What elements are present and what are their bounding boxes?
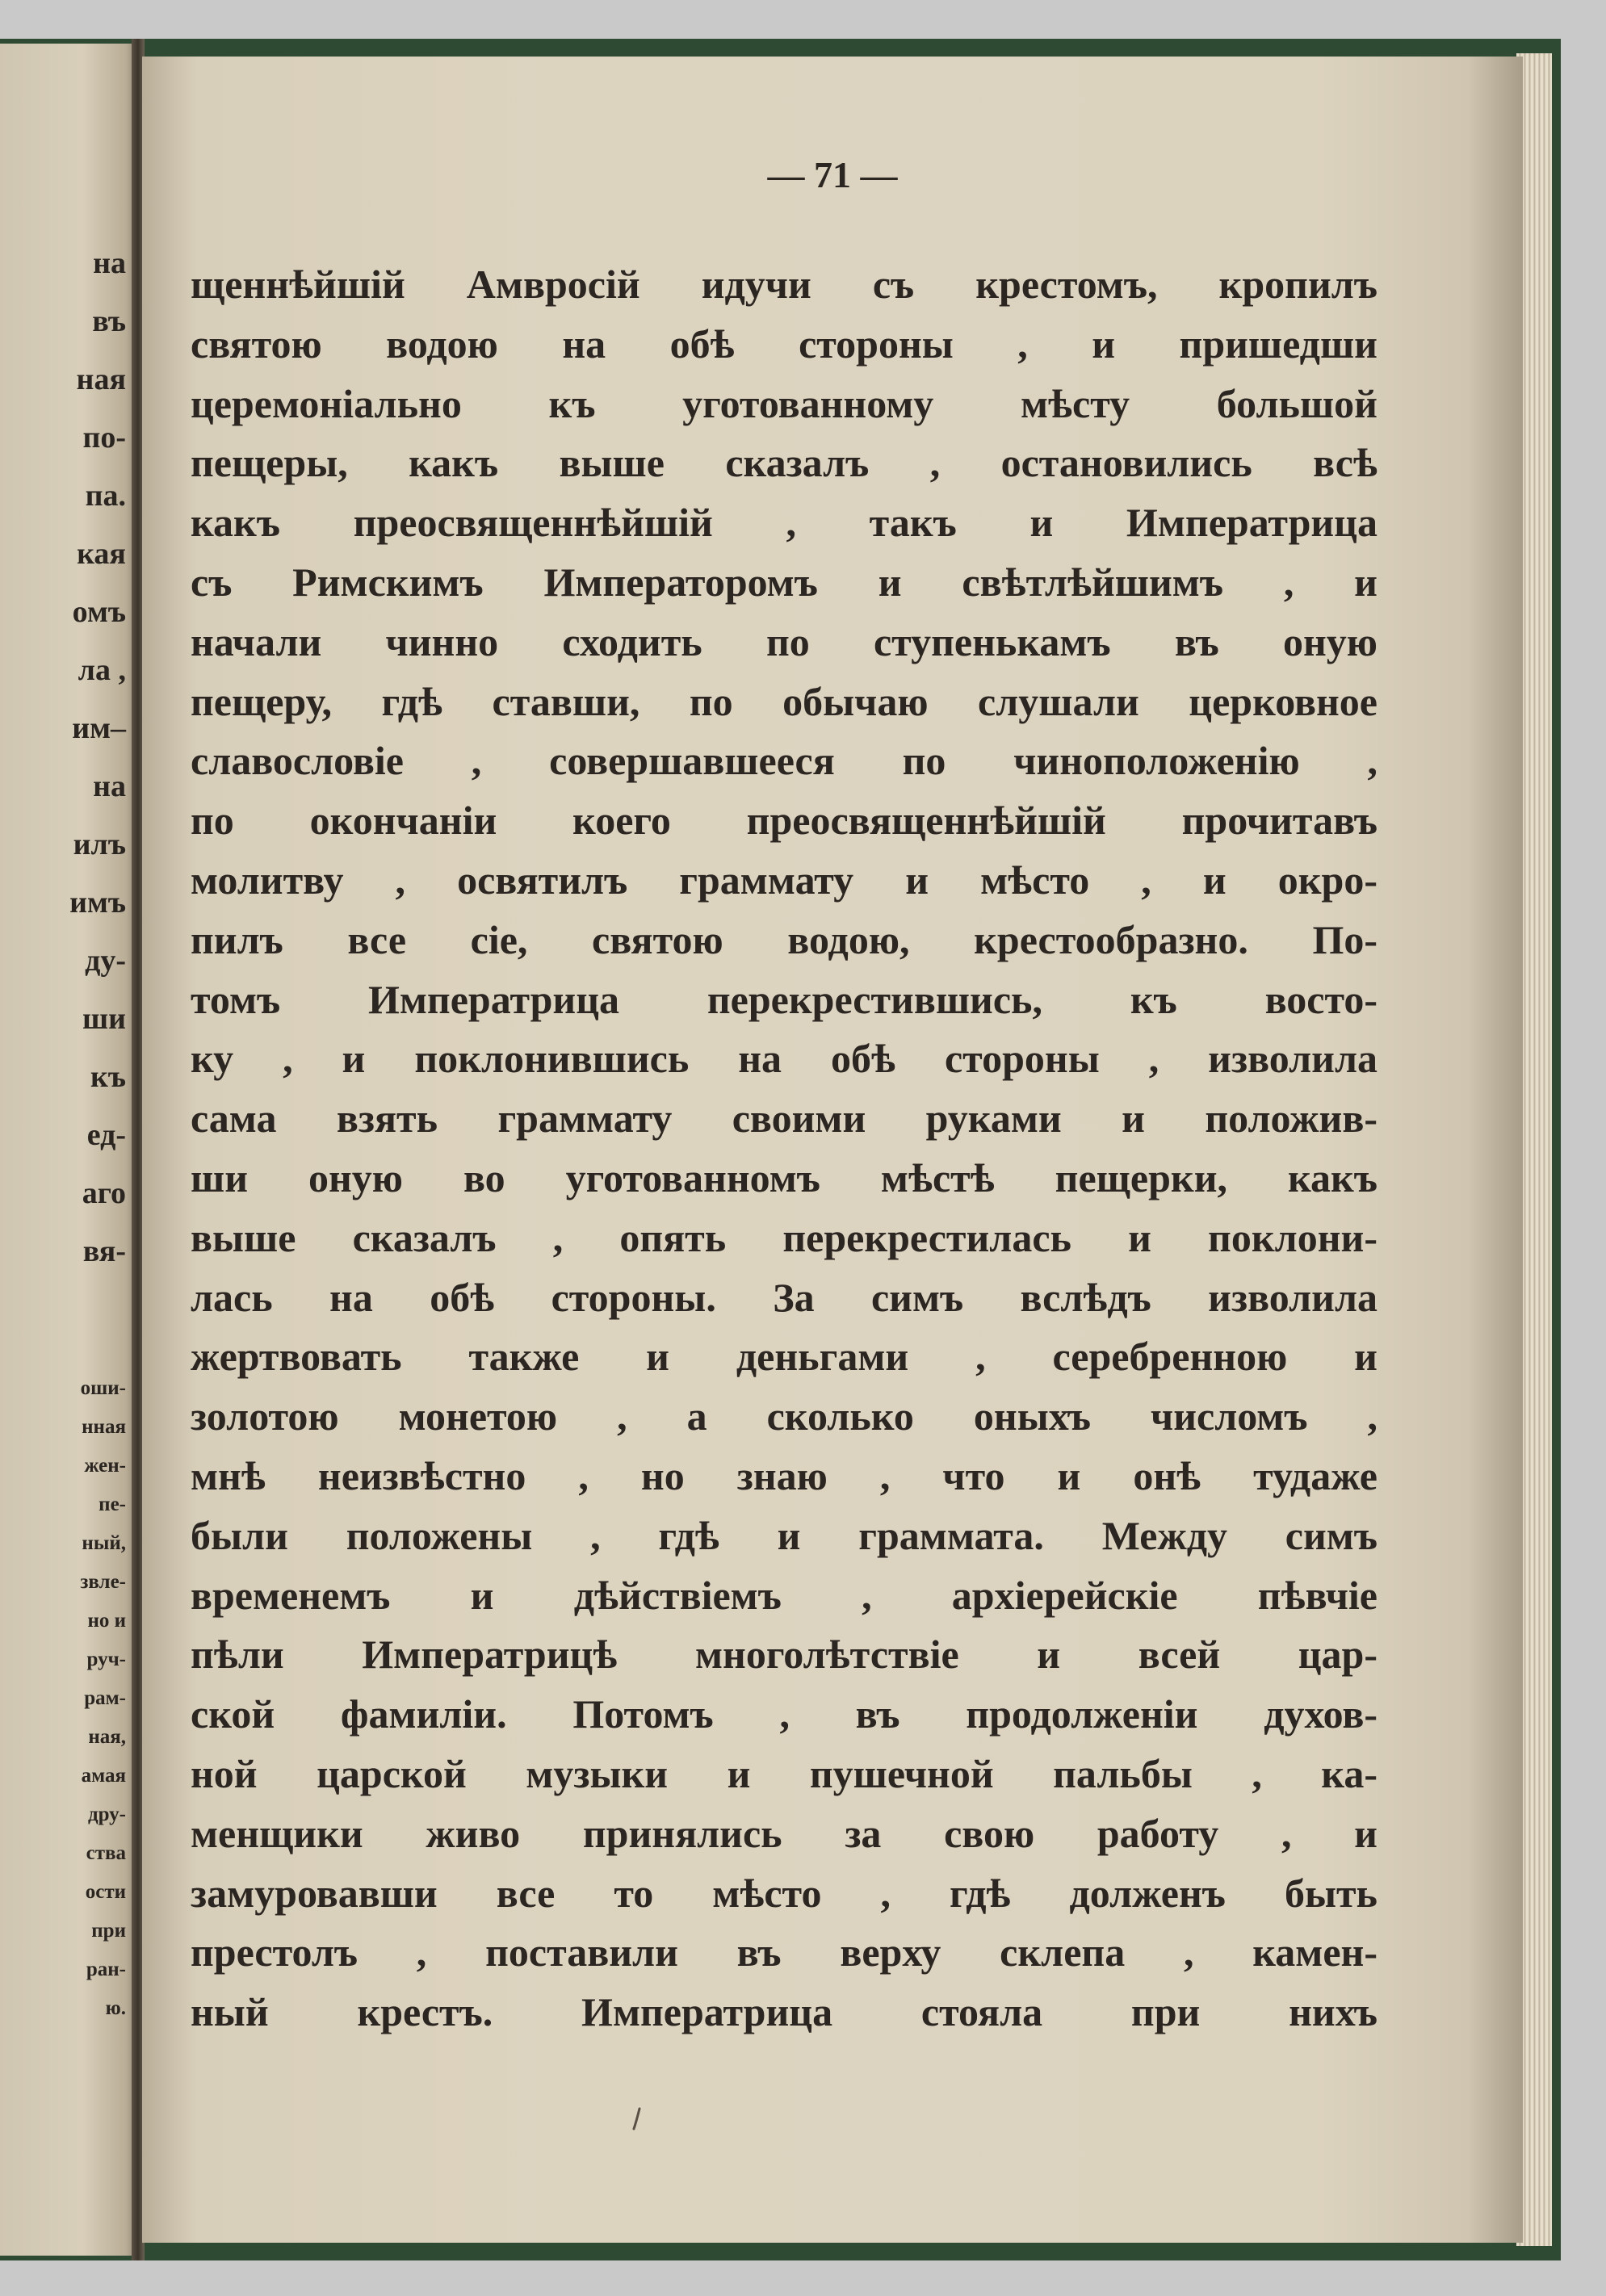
text-line: пѣли Императрицѣ многолѣтствіе и всей цар- xyxy=(191,1632,1377,1678)
left-footnote-fragment: жен- xyxy=(84,1455,126,1477)
left-fragment: въ xyxy=(92,304,126,338)
stray-ink-mark xyxy=(630,2107,646,2131)
right-page xyxy=(142,57,1523,2243)
left-footnote-fragment: звле- xyxy=(80,1571,126,1593)
left-fragment: аго xyxy=(82,1176,126,1210)
left-fragment: ла , xyxy=(78,653,126,687)
left-footnote-fragment: ства xyxy=(86,1842,126,1864)
left-footnote-fragment: но и xyxy=(87,1610,126,1632)
text-line: пилъ все сіе, святою водою, крестообразно. По- xyxy=(191,916,1377,962)
left-fragment: омъ xyxy=(72,595,126,629)
left-footnote-fragment: оши- xyxy=(80,1377,126,1399)
text-line: мнѣ неизвѣстно , но знаю , что и онѣ тудаже xyxy=(191,1452,1377,1498)
left-page-edge xyxy=(0,44,137,2256)
text-line: престолъ , поставили въ верху склепа , камен- xyxy=(191,1929,1377,1975)
left-footnote-fragment: ная, xyxy=(88,1726,126,1748)
left-fragment: па. xyxy=(85,479,126,513)
text-line: съ Римскимъ Императоромъ и свѣтлѣйшимъ , и xyxy=(191,559,1377,605)
left-fragment: вя- xyxy=(82,1234,126,1268)
left-footnote-fragment: руч- xyxy=(86,1649,126,1670)
book-photo xyxy=(0,39,1561,2260)
left-fragment: ду- xyxy=(85,944,126,978)
text-line: замуровавши все то мѣсто , гдѣ долженъ быть xyxy=(191,1870,1377,1916)
page-number: — 71 — xyxy=(767,154,898,195)
left-fragment: имъ xyxy=(69,886,126,920)
text-line: начали чинно сходить по ступенькамъ въ оную xyxy=(191,618,1377,664)
text-line: ку , и поклонившись на обѣ стороны , изволила xyxy=(191,1036,1377,1082)
left-fragment: на xyxy=(93,769,126,803)
text-line: ской фамиліи. Потомъ , въ продолженіи духов- xyxy=(191,1691,1377,1737)
left-fragment: на xyxy=(93,246,126,280)
text-line: временемъ и дѣйствіемъ , архіерейскіе пѣвчіе xyxy=(191,1572,1377,1618)
left-footnote-fragment: пе- xyxy=(99,1494,126,1515)
text-line: лась на обѣ стороны. За симъ вслѣдъ изволила xyxy=(191,1274,1377,1320)
text-line: выше сказалъ , опять перекрестилась и поклони- xyxy=(191,1214,1377,1260)
text-line: церемоніально къ уготованному мѣсту большой xyxy=(191,380,1377,426)
text-line: какъ преосвященнѣйшій , такъ и Императрица xyxy=(191,500,1377,546)
left-footnote-fragment: ран- xyxy=(86,1959,126,1980)
text-line: по окончаніи коего преосвященнѣйшій прочитавъ xyxy=(191,798,1377,844)
text-line: молитву , освятилъ граммату и мѣсто , и окро- xyxy=(191,857,1377,903)
body-text xyxy=(191,255,1377,2043)
left-footnote-fragment: ный, xyxy=(82,1532,126,1554)
text-line: ный крестъ. Императрица стояла при нихъ xyxy=(191,1989,1377,2035)
left-footnote-fragment: дру- xyxy=(87,1804,126,1825)
text-line: томъ Императрица перекрестившись, къ восто- xyxy=(191,976,1377,1022)
text-line: славословіе , совершавшееся по чиноположенію , xyxy=(191,738,1377,784)
text-line: щеннѣйшій Амвросій идучи съ крестомъ, кропилъ xyxy=(191,262,1377,307)
left-footnote-fragment: амая xyxy=(81,1765,126,1787)
left-fragment: ед- xyxy=(86,1118,126,1152)
text-line: пещеру, гдѣ ставши, по обычаю слушали церковное xyxy=(191,678,1377,724)
text-line: ной царской музыки и пушечной пальбы , ка- xyxy=(191,1750,1377,1796)
left-footnote-fragment: рам- xyxy=(84,1687,126,1709)
left-fragment: им– xyxy=(72,711,126,745)
text-line: святою водою на обѣ стороны , и пришедши xyxy=(191,321,1377,367)
text-line: пещеры, какъ выше сказалъ , остановились всѣ xyxy=(191,440,1377,486)
left-fragment: кая xyxy=(77,537,126,571)
left-fragment: ная xyxy=(76,362,126,396)
text-line: золотою монетою , а сколько оныхъ числомъ , xyxy=(191,1393,1377,1439)
left-fragment: ши xyxy=(82,1002,126,1036)
left-fragment: къ xyxy=(90,1060,126,1094)
text-line: были положены , гдѣ и граммата. Между симъ xyxy=(191,1512,1377,1558)
text-line: жертвовать также и деньгами , серебренною и xyxy=(191,1334,1377,1380)
left-footnote-fragment: ости xyxy=(85,1881,126,1903)
left-fragment: илъ xyxy=(73,827,126,861)
text-line: ши оную во уготованномъ мѣстѣ пещерки, какъ xyxy=(191,1154,1377,1200)
left-footnote-fragment: при xyxy=(91,1920,126,1942)
left-footnote-fragment: нная xyxy=(82,1416,126,1438)
text-line: сама взять граммату своими руками и положив- xyxy=(191,1096,1377,1142)
text-line: менщики живо принялись за свою работу , и xyxy=(191,1810,1377,1856)
left-fragment: по- xyxy=(82,421,126,455)
left-footnote-fragment: ю. xyxy=(105,1997,126,2019)
